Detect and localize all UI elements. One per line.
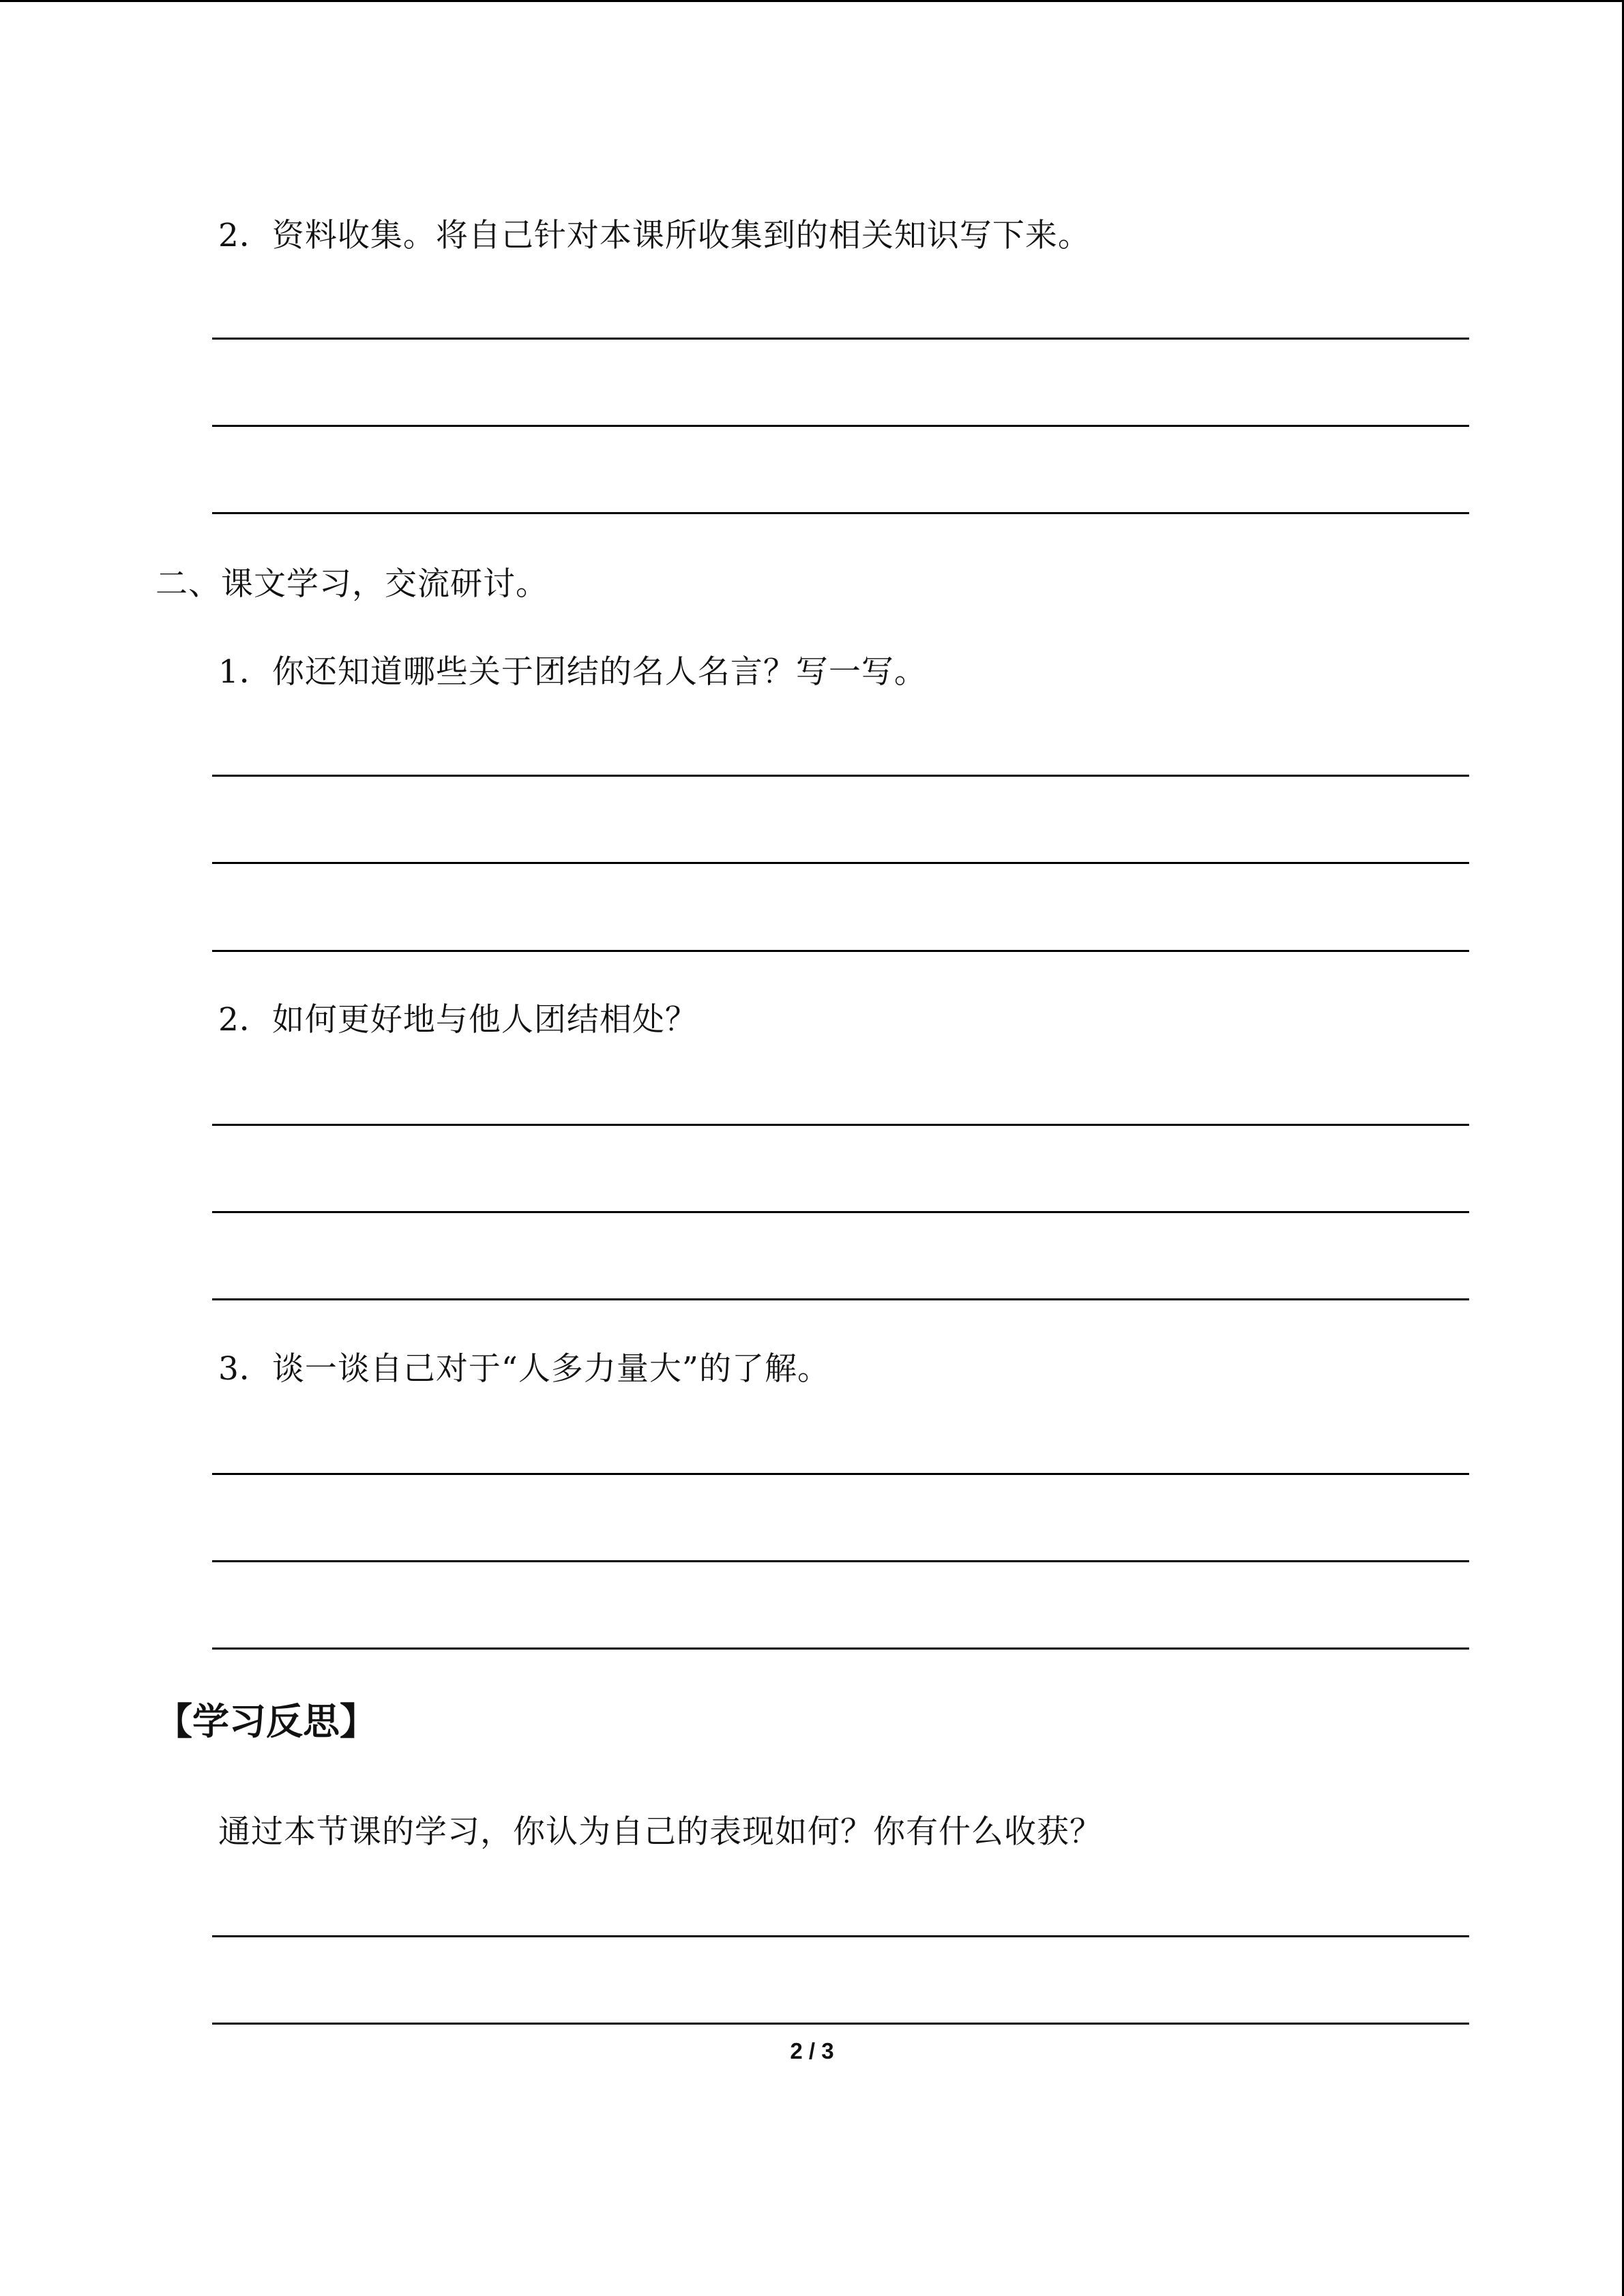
answer-line [212, 1935, 1469, 1937]
answer-line [212, 338, 1469, 340]
answer-line [212, 425, 1469, 427]
top-border [0, 0, 1624, 2]
reflection-prompt: 通过本节课的学习，你认为自己的表现如何？你有什么收获？ [218, 1813, 1102, 1851]
answer-line [212, 1211, 1469, 1213]
item-material-collection: 2．资料收集。将自己针对本课所收集到的相关知识写下来。 [218, 217, 1091, 254]
answer-line [212, 1124, 1469, 1126]
page-number: 2 / 3 [790, 2038, 834, 2063]
answer-line [212, 1560, 1469, 1562]
question-strength: 3．谈一谈自己对于“人多力量大”的了解。 [218, 1350, 830, 1388]
answer-line [212, 1298, 1469, 1300]
answer-line [212, 1473, 1469, 1475]
answer-line [212, 862, 1469, 864]
reflection-heading: 【学习反思】 [156, 1700, 377, 1743]
answer-line [212, 2023, 1469, 2025]
section-title-study: 二、课文学习，交流研讨。 [156, 565, 548, 603]
question-unity: 2．如何更好地与他人团结相处？ [218, 1001, 698, 1039]
answer-line [212, 950, 1469, 952]
answer-line [212, 775, 1469, 777]
answer-line [212, 1648, 1469, 1650]
question-quotes: 1．你还知道哪些关于团结的名人名言？写一写。 [218, 653, 927, 691]
answer-line [212, 512, 1469, 514]
